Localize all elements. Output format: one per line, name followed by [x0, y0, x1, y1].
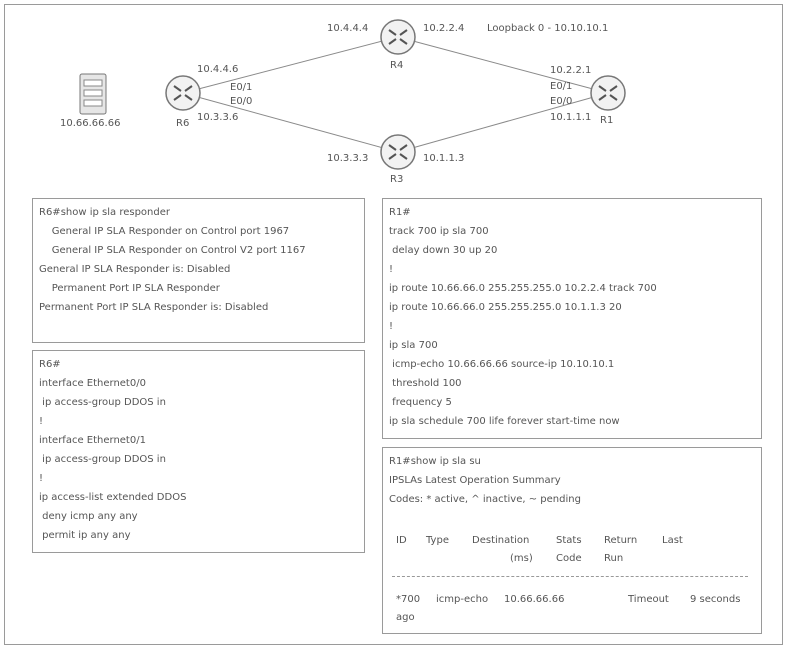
code-line: R6#show ip sla responder	[39, 207, 170, 218]
code-line: frequency 5	[389, 397, 452, 408]
code-line: ip route 10.66.66.0 255.255.255.0 10.1.1.3 20	[389, 302, 622, 313]
code-line: R1#	[389, 207, 411, 218]
r1-e00-label: E0/0	[550, 96, 573, 107]
code-line: General IP SLA Responder is: Disabled	[39, 264, 231, 275]
code-line: IPSLAs Latest Operation Summary	[389, 475, 561, 486]
table-divider	[392, 576, 748, 577]
router-icon-r3	[381, 135, 415, 169]
row-return-code: Timeout	[628, 594, 669, 605]
row-last-run-cont: ago	[396, 612, 415, 623]
code-line: Permanent Port IP SLA Responder is: Disabled	[39, 302, 269, 313]
server-icon	[80, 74, 106, 114]
col-header-run: Run	[604, 553, 624, 564]
code-line: interface Ethernet0/0	[39, 378, 146, 389]
code-line: !	[389, 264, 394, 275]
code-line: General IP SLA Responder on Control port 1967	[39, 226, 290, 237]
router-icon-r6	[166, 76, 200, 110]
r1-r3-ip-label: 10.1.1.1	[550, 112, 592, 123]
row-type: icmp-echo	[436, 594, 489, 605]
row-destination: 10.66.66.66	[504, 594, 565, 605]
col-header-return: Return	[604, 535, 638, 546]
r6-r3-ip-label: 10.3.3.6	[197, 112, 239, 123]
col-header-code: Code	[556, 553, 582, 564]
r1-loopback-label: Loopback 0 - 10.10.10.1	[487, 23, 609, 34]
r4-r1-ip-label: 10.2.2.4	[423, 23, 465, 34]
r6-e00-label: E0/0	[230, 96, 253, 107]
router-icon-r1	[591, 76, 625, 110]
router-r6-label: R6	[176, 118, 190, 129]
router-r4-label: R4	[390, 60, 404, 71]
col-header-stats-unit: (ms)	[510, 553, 533, 564]
r3-r6-ip-label: 10.3.3.3	[327, 153, 369, 164]
code-line: R6#	[39, 359, 61, 370]
r1-config-panel	[382, 198, 762, 439]
code-line: !	[389, 321, 394, 332]
r6-sla-responder-panel	[32, 198, 365, 343]
server-ip-label: 10.66.66.66	[60, 118, 121, 129]
r4-r6-ip-label: 10.4.4.4	[327, 23, 369, 34]
code-line: Codes: * active, ^ inactive, ~ pending	[389, 494, 581, 505]
code-line: R1#show ip sla su	[389, 456, 481, 467]
code-line: delay down 30 up 20	[389, 245, 498, 256]
col-header-id: ID	[396, 535, 407, 546]
code-line: !	[39, 416, 44, 427]
r1-e01-label: E0/1	[550, 81, 573, 92]
row-id: *700	[396, 594, 421, 605]
r3-r1-ip-label: 10.1.1.3	[423, 153, 465, 164]
router-r1-label: R1	[600, 115, 614, 126]
r6-r4-ip-label: 10.4.4.6	[197, 64, 239, 75]
code-line: Permanent Port IP SLA Responder	[39, 283, 220, 294]
code-line: permit ip any any	[39, 530, 131, 541]
col-header-destination: Destination	[472, 535, 530, 546]
code-line: ip access-list extended DDOS	[39, 492, 187, 503]
code-line: ip access-group DDOS in	[39, 397, 166, 408]
col-header-type: Type	[426, 535, 449, 546]
col-header-stats: Stats	[556, 535, 582, 546]
col-header-last: Last	[662, 535, 683, 546]
code-line: ip sla 700	[389, 340, 438, 351]
r6-e01-label: E0/1	[230, 82, 253, 93]
r6-config-panel	[32, 350, 365, 553]
code-line: interface Ethernet0/1	[39, 435, 146, 446]
code-line: !	[39, 473, 44, 484]
code-line: ip access-group DDOS in	[39, 454, 166, 465]
router-icon-r4	[381, 20, 415, 54]
code-line: track 700 ip sla 700	[389, 226, 489, 237]
code-line: ip sla schedule 700 life forever start-time now	[389, 416, 620, 427]
r1-r4-ip-label: 10.2.2.1	[550, 65, 592, 76]
code-line: icmp-echo 10.66.66.66 source-ip 10.10.10.1	[389, 359, 615, 370]
row-last-run: 9 seconds	[690, 594, 741, 605]
code-line: General IP SLA Responder on Control V2 port 1167	[39, 245, 306, 256]
code-line: threshold 100	[389, 378, 462, 389]
code-line: ip route 10.66.66.0 255.255.255.0 10.2.2.4 track 700	[389, 283, 657, 294]
code-line: deny icmp any any	[39, 511, 138, 522]
router-r3-label: R3	[390, 174, 404, 185]
